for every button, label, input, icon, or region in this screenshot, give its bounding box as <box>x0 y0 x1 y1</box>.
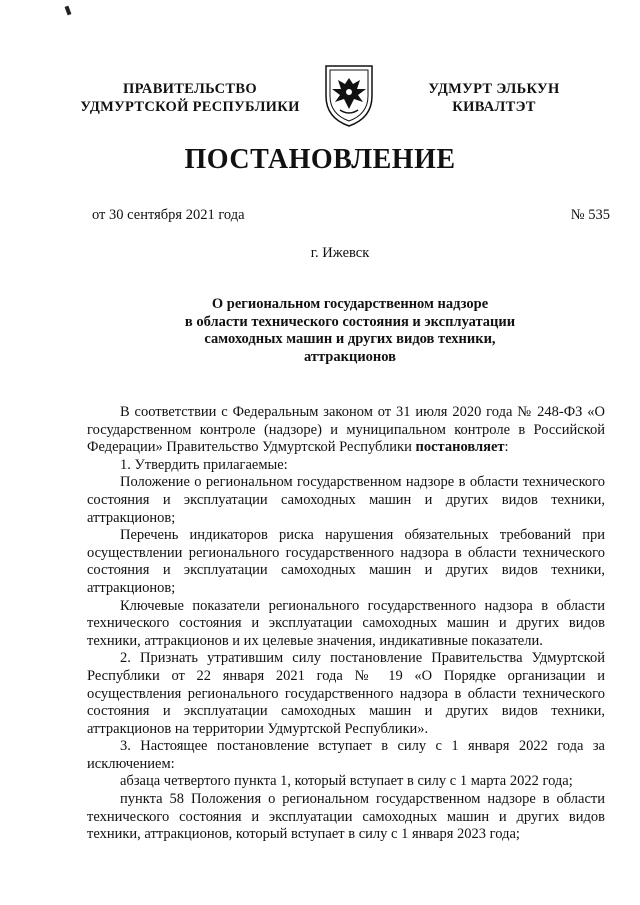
government-name-udmurt <box>396 80 592 116</box>
document-city: г. Ижевск <box>310 245 370 261</box>
gov-udm-line-1: УДМУРТ ЭЛЬКУН <box>428 81 560 97</box>
coat-of-arms-icon <box>320 62 378 128</box>
document-title: ПОСТАНОВЛЕНИЕ <box>184 144 456 175</box>
gov-udm-line-2: КИВАЛТЭТ <box>452 99 536 115</box>
document-body <box>87 404 605 844</box>
document-number: № 535 <box>570 207 610 223</box>
gov-line-2: УДМУРТСКОЙ РЕСПУБЛИКИ <box>80 99 300 115</box>
paragraph-exception-2: пункта 58 Положения о региональном государственном надзоре в области технического состояния и эксплуатации самоходных машин и других видов техники, аттракционов, который вступает в силу с 1 января 2023 года; <box>87 791 605 843</box>
subject-line-4: аттракционов <box>304 348 396 365</box>
paragraph-item-1: 1. Утвердить прилагаемые: <box>120 456 288 473</box>
paragraph-risk-indicators: Перечень индикаторов риска нарушения обязательных требований при осуществлении регионального государственного надзора в области технического состояния и эксплуатации самоходных машин и других видов техники, аттракционов; <box>87 527 605 596</box>
preamble-end: : <box>504 439 509 456</box>
document-date: от 30 сентября 2021 года <box>92 207 245 223</box>
paragraph-exception-1: абзаца четвертого пункта 1, который вступает в силу с 1 марта 2022 года; <box>120 773 573 790</box>
paragraph-preamble <box>87 404 605 457</box>
preamble-text: В соответствии с Федеральным законом от 31 июля 2020 года № 248-ФЗ «О государственном контроле (надзоре) и муниципальном контроле в Российской Федерации» Правительство Удмуртской Республики <box>87 404 605 456</box>
paragraph-key-indicators: Ключевые показатели регионального государственного надзора в области технического состояния и эксплуатации самоходных машин и других видов техники, аттракционов и их целевые значения, индикативные показатели. <box>87 597 605 649</box>
paragraph-item-3: 3. Настоящее постановление вступает в силу с 1 января 2022 года за исключением: <box>87 738 605 772</box>
document-subject <box>140 296 560 366</box>
paragraph-item-2: 2. Признать утратившим силу постановление Правительства Удмуртской Республики от 22 января 2021 года № 19 «О Порядке организации и осуществления регионального государственного надзора в области технического состояния и эксплуатации самоходных машин и других видов техники, аттракционов на территории Удмуртской Республики». <box>87 650 605 737</box>
government-name-russian <box>60 80 320 116</box>
scan-mark <box>65 6 72 16</box>
subject-line-1: О региональном государственном надзоре <box>211 296 489 312</box>
preamble-bold: постановляет <box>415 439 505 456</box>
subject-line-2: в области технического состояния и эксплуатации <box>184 313 516 330</box>
subject-line-3: самоходных машин и других видов техники, <box>204 331 496 348</box>
gov-line-1: ПРАВИТЕЛЬСТВО <box>123 81 257 97</box>
paragraph-regulation: Положение о региональном государственном надзоре в области технического состояния и эксплуатации самоходных машин и других видов техники, аттракционов; <box>87 474 605 526</box>
